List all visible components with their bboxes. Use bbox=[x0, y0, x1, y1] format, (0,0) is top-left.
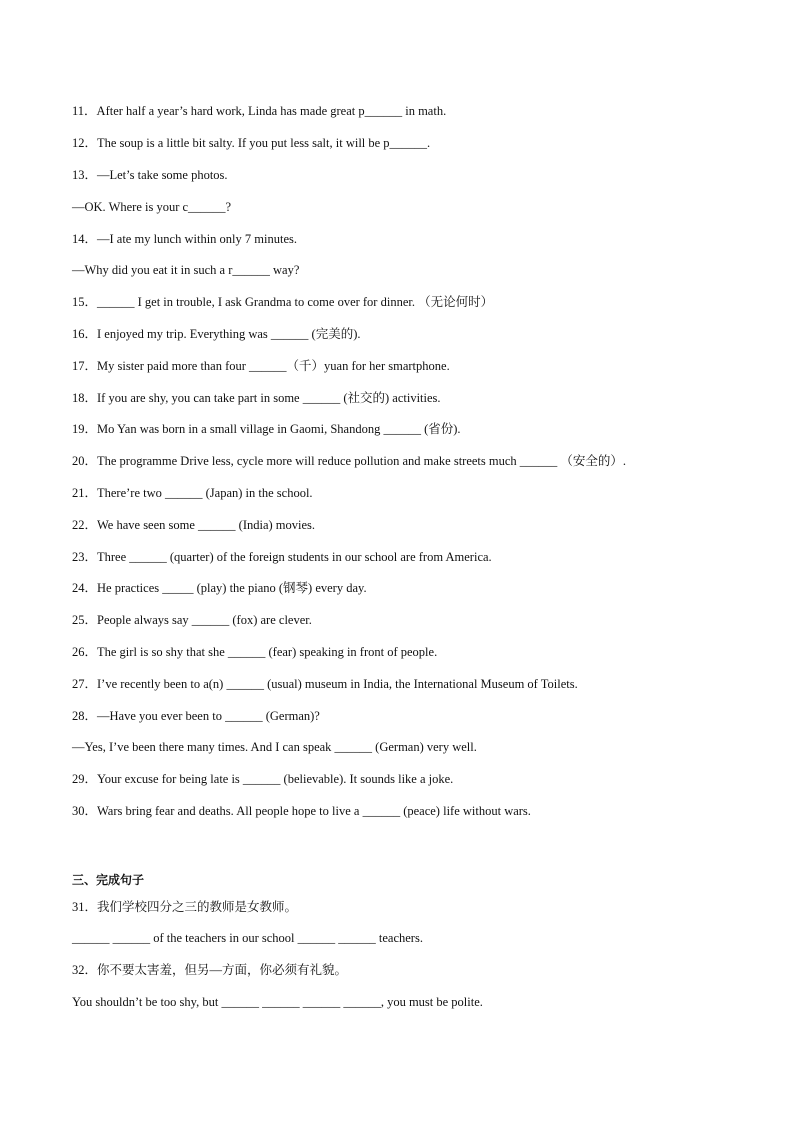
question-28-reply: —Yes, I’ve been there many times. And I can speak ______ (German) very well. bbox=[72, 740, 477, 754]
question-11: 11．After half a year’s hard work, Linda has made great p______ in math. bbox=[72, 104, 447, 118]
question-29: 29．Your excuse for being late is ______ (believable). It sounds like a joke. bbox=[72, 772, 454, 786]
question-32-answer-line: You shouldn’t be too shy, but ______ ______ ______ ______, you must be polite. bbox=[72, 995, 483, 1009]
question-22: 22．We have seen some ______ (India) movies. bbox=[72, 518, 316, 532]
question-23: 23．Three ______ (quarter) of the foreign students in our school are from America. bbox=[72, 550, 492, 564]
question-27: 27．I’ve recently been to a(n) ______ (usual) museum in India, the International Museum of Toilets. bbox=[72, 677, 578, 691]
question-15: 15．______ I get in trouble, I ask Grandma to come over for dinner. （无论何时） bbox=[72, 295, 494, 309]
question-14: 14．—I ate my lunch within only 7 minutes. bbox=[72, 232, 297, 246]
question-14-reply: —Why did you eat it in such a r______ way? bbox=[72, 263, 300, 277]
question-26: 26．The girl is so shy that she ______ (fear) speaking in front of people. bbox=[72, 645, 438, 659]
question-19: 19．Mo Yan was born in a small village in Gaomi, Shandong ______ (省份). bbox=[72, 422, 461, 436]
question-31-prompt: 31．我们学校四分之三的教师是女教师。 bbox=[72, 900, 298, 914]
question-32-prompt: 32．你不要太害羞，但另—方面，你必须有礼貌。 bbox=[72, 963, 348, 977]
question-16: 16．I enjoyed my trip. Everything was ______ (完美的). bbox=[72, 327, 361, 341]
question-17: 17．My sister paid more than four ______（千）yuan for her smartphone. bbox=[72, 359, 450, 373]
question-12: 12．The soup is a little bit salty. If you put less salt, it will be p______. bbox=[72, 136, 431, 150]
section-3-heading: 三、完成句子 bbox=[72, 873, 145, 887]
question-13-reply: —OK. Where is your c______? bbox=[72, 200, 232, 214]
question-28: 28．—Have you ever been to ______ (German)? bbox=[72, 709, 320, 723]
question-18: 18．If you are shy, you can take part in some ______ (社交的) activities. bbox=[72, 391, 441, 405]
question-21: 21．There’re two ______ (Japan) in the school. bbox=[72, 486, 313, 500]
question-13: 13．—Let’s take some photos. bbox=[72, 168, 228, 182]
question-20: 20．The programme Drive less, cycle more will reduce pollution and make streets much ______ （安全的）. bbox=[72, 454, 627, 468]
question-30: 30．Wars bring fear and deaths. All people hope to live a ______ (peace) life without wars. bbox=[72, 804, 531, 818]
question-25: 25．People always say ______ (fox) are clever. bbox=[72, 613, 312, 627]
question-24: 24．He practices _____ (play) the piano (钢琴) every day. bbox=[72, 581, 367, 595]
question-31-answer-line: ______ ______ of the teachers in our school ______ ______ teachers. bbox=[72, 931, 423, 945]
